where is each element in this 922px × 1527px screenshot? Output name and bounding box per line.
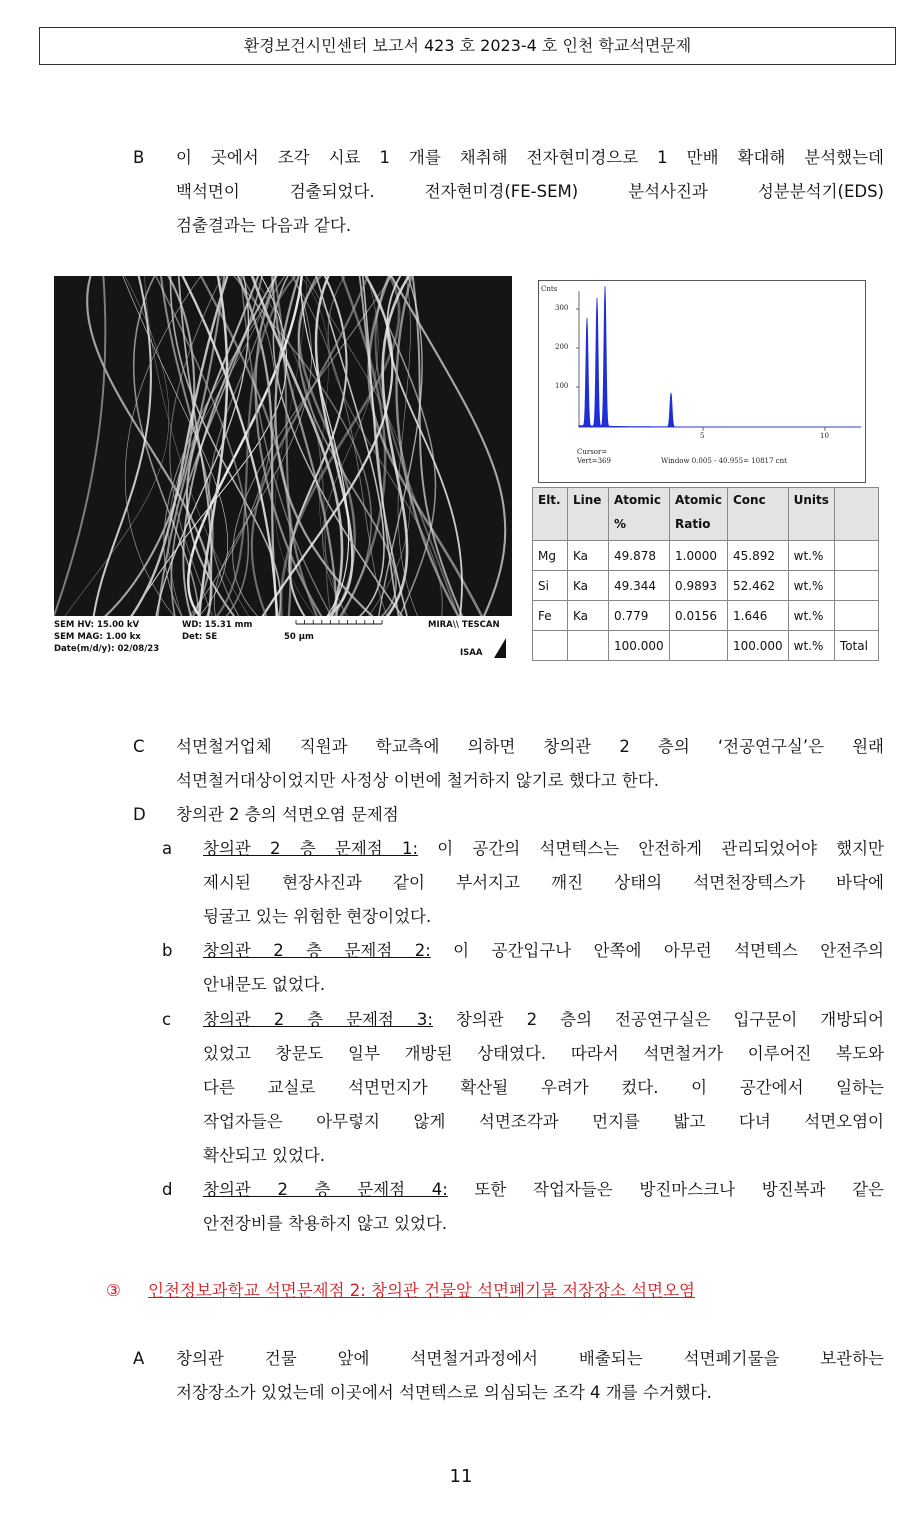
item-b-first-line: 창의관 2 층 문제점 2: 이 공간입구나 안쪽에 아무런 석면텍스 안전주의	[203, 941, 884, 960]
item-d-text	[203, 1173, 884, 1241]
page-number: 11	[449, 1466, 473, 1487]
table-cell: Ka	[568, 541, 609, 571]
sem-fiber-image	[54, 276, 512, 662]
item-b-marker: b	[162, 941, 173, 960]
item-a-line: 제시된 현장사진과 같이 부서지고 깨진 상태의 석면천장텍스가 바닥에	[203, 873, 884, 892]
table-cell: 49.878	[609, 541, 670, 571]
sem-det: Det: SE	[182, 632, 218, 642]
table-cell: 100.000	[609, 631, 670, 661]
item-c-line: 다른 교실로 석면먼지가 확산될 우려가 컸다. 이 공간에서 일하는	[203, 1078, 884, 1097]
item-b-line: 안내문도 없었다.	[203, 975, 326, 994]
item-d-line: 안전장비를 착용하지 않고 있었다.	[203, 1214, 448, 1233]
section-b-text	[176, 141, 884, 243]
sem-micrograph	[54, 276, 512, 662]
table-header-row	[533, 488, 879, 541]
spectrum-y-tick: 100	[555, 382, 569, 390]
section-b-line: 백석면이 검출되었다. 전자현미경(FE-SEM) 분석사진과 성분분석기(EDS)	[176, 182, 884, 201]
item-c-line: 확산되고 있었다.	[203, 1146, 326, 1165]
table-cell: Fe	[533, 601, 568, 631]
item-c-marker: c	[162, 1010, 172, 1029]
table-cell: wt.%	[788, 541, 834, 571]
spectrum-y-tick: 300	[555, 304, 569, 312]
section-c-text	[176, 730, 884, 798]
item-c-label: 창의관 2 층 문제점 3:	[203, 1010, 433, 1029]
table-cell: Ka	[568, 601, 609, 631]
sem-date: Date(m/d/y): 02/08/23	[54, 644, 160, 654]
sem-brand: MIRA\\ TESCAN	[428, 620, 500, 630]
table-cell: Si	[533, 571, 568, 601]
sem-wd: WD: 15.31 mm	[182, 620, 253, 630]
section-d-marker: D	[133, 805, 146, 824]
item-b-label: 창의관 2 층 문제점 2:	[203, 941, 431, 960]
heading-3-marker: ③	[106, 1281, 121, 1300]
item-c-line: 작업자들은 아무렇지 않게 석면조각과 먼지를 밟고 다녀 석면오염이	[203, 1112, 884, 1131]
item-a-label: 창의관 2 층 문제점 1:	[203, 839, 419, 858]
spectrum-window: Window 0.005 - 40.955= 10817 cnt	[661, 457, 787, 465]
table-cell: 52.462	[728, 571, 789, 601]
spectrum-vert: Vert=369	[577, 457, 611, 465]
item-a-marker: a	[162, 839, 173, 858]
table-cell: 1.0000	[670, 541, 728, 571]
spectrum-cursor: Cursor=	[577, 448, 608, 456]
section-a-text	[176, 1342, 884, 1410]
sem-scale-label: 50 μm	[284, 632, 314, 642]
section-c-marker: C	[133, 737, 145, 756]
spectrum-y-label: Cnts	[541, 285, 558, 293]
table-row	[533, 631, 879, 661]
table-cell: 0.779	[609, 601, 670, 631]
section-a-line: 창의관 건물 앞에 석면철거과정에서 배출되는 석면폐기물을 보관하는	[176, 1349, 884, 1368]
table-cell: Total	[834, 631, 878, 661]
table-cell: wt.%	[788, 631, 834, 661]
table-cell: Mg	[533, 541, 568, 571]
section-a-line: 저장장소가 있었는데 이곳에서 석면텍스로 의심되는 조각 4 개를 수거했다.	[176, 1383, 712, 1402]
table-cell: wt.%	[788, 571, 834, 601]
spectrum-x-tick: 10	[820, 432, 829, 440]
table-header-cell: Elt.	[533, 488, 568, 541]
table-row	[533, 541, 879, 571]
section-b-line: 이 곳에서 조각 시료 1 개를 채취해 전자현미경으로 1 만배 확대해 분석했는데	[176, 148, 884, 167]
item-d-label: 창의관 2 층 문제점 4:	[203, 1180, 448, 1199]
spectrum-x-tick: 5	[700, 432, 705, 440]
table-cell: Ka	[568, 571, 609, 601]
table-header-cell: Conc	[728, 488, 789, 541]
table-header-cell: Line	[568, 488, 609, 541]
section-c-line: 석면철거업체 직원과 학교측에 의하면 창의관 2 층의 ‘전공연구실’은 원래	[176, 737, 884, 756]
item-c-line: 있었고 창문도 일부 개방된 상태였다. 따라서 석면철거가 이루어진 복도와	[203, 1044, 884, 1063]
table-header-cell: Atomic Ratio	[670, 488, 728, 541]
table-header-cell: Atomic %	[609, 488, 670, 541]
table-cell: 0.9893	[670, 571, 728, 601]
item-a-text	[203, 832, 884, 934]
table-cell: 45.892	[728, 541, 789, 571]
item-d-marker: d	[162, 1180, 173, 1199]
eds-spectrum	[538, 280, 866, 483]
table-cell: wt.%	[788, 601, 834, 631]
eds-result-table	[532, 487, 879, 661]
spectrum-y-tick: 200	[555, 343, 569, 351]
item-c-first-line: 창의관 2 층 문제점 3: 창의관 2 층의 전공연구실은 입구문이 개방되어	[203, 1010, 885, 1029]
section-a-marker: A	[133, 1349, 145, 1368]
sem-mag: SEM MAG: 1.00 kx	[54, 632, 141, 642]
section-d-title: 창의관 2 층의 석면오염 문제점	[176, 805, 399, 824]
sem-lab-logo: ISAA	[460, 648, 483, 658]
table-cell	[533, 631, 568, 661]
item-a-line: 뒹굴고 있는 위험한 현장이었다.	[203, 907, 432, 926]
table-cell: 1.646	[728, 601, 789, 631]
table-cell: 0.0156	[670, 601, 728, 631]
item-d-first-line: 창의관 2 층 문제점 4: 또한 작업자들은 방진마스크나 방진복과 같은	[203, 1180, 884, 1199]
table-cell	[670, 631, 728, 661]
item-a-first-line: 창의관 2 층 문제점 1: 이 공간의 석면텍스는 안전하게 관리되었어야 했지만	[203, 839, 884, 858]
table-header-cell: Units	[788, 488, 834, 541]
heading-3-title: 인천정보과학교 석면문제점 2: 창의관 건물앞 석면폐기물 저장장소 석면오염	[148, 1281, 695, 1300]
table-row	[533, 601, 879, 631]
table-cell	[834, 541, 878, 571]
item-c-text	[203, 1003, 884, 1173]
table-cell	[834, 601, 878, 631]
spectrum-curve	[579, 286, 861, 427]
section-c-line: 석면철거대상이었지만 사정상 이번에 철거하지 않기로 했다고 한다.	[176, 771, 660, 790]
table-row	[533, 571, 879, 601]
table-cell	[834, 571, 878, 601]
report-header: 환경보건시민센터 보고서 423 호 2023-4 호 인천 학교석면문제	[39, 27, 896, 65]
table-header-cell	[834, 488, 878, 541]
table-cell	[568, 631, 609, 661]
section-b-marker: B	[133, 148, 145, 167]
sem-hv: SEM HV: 15.00 kV	[54, 620, 140, 630]
item-b-text	[203, 934, 884, 1002]
section-b-line: 검출결과는 다음과 같다.	[176, 216, 352, 235]
table-cell: 49.344	[609, 571, 670, 601]
table-cell: 100.000	[728, 631, 789, 661]
